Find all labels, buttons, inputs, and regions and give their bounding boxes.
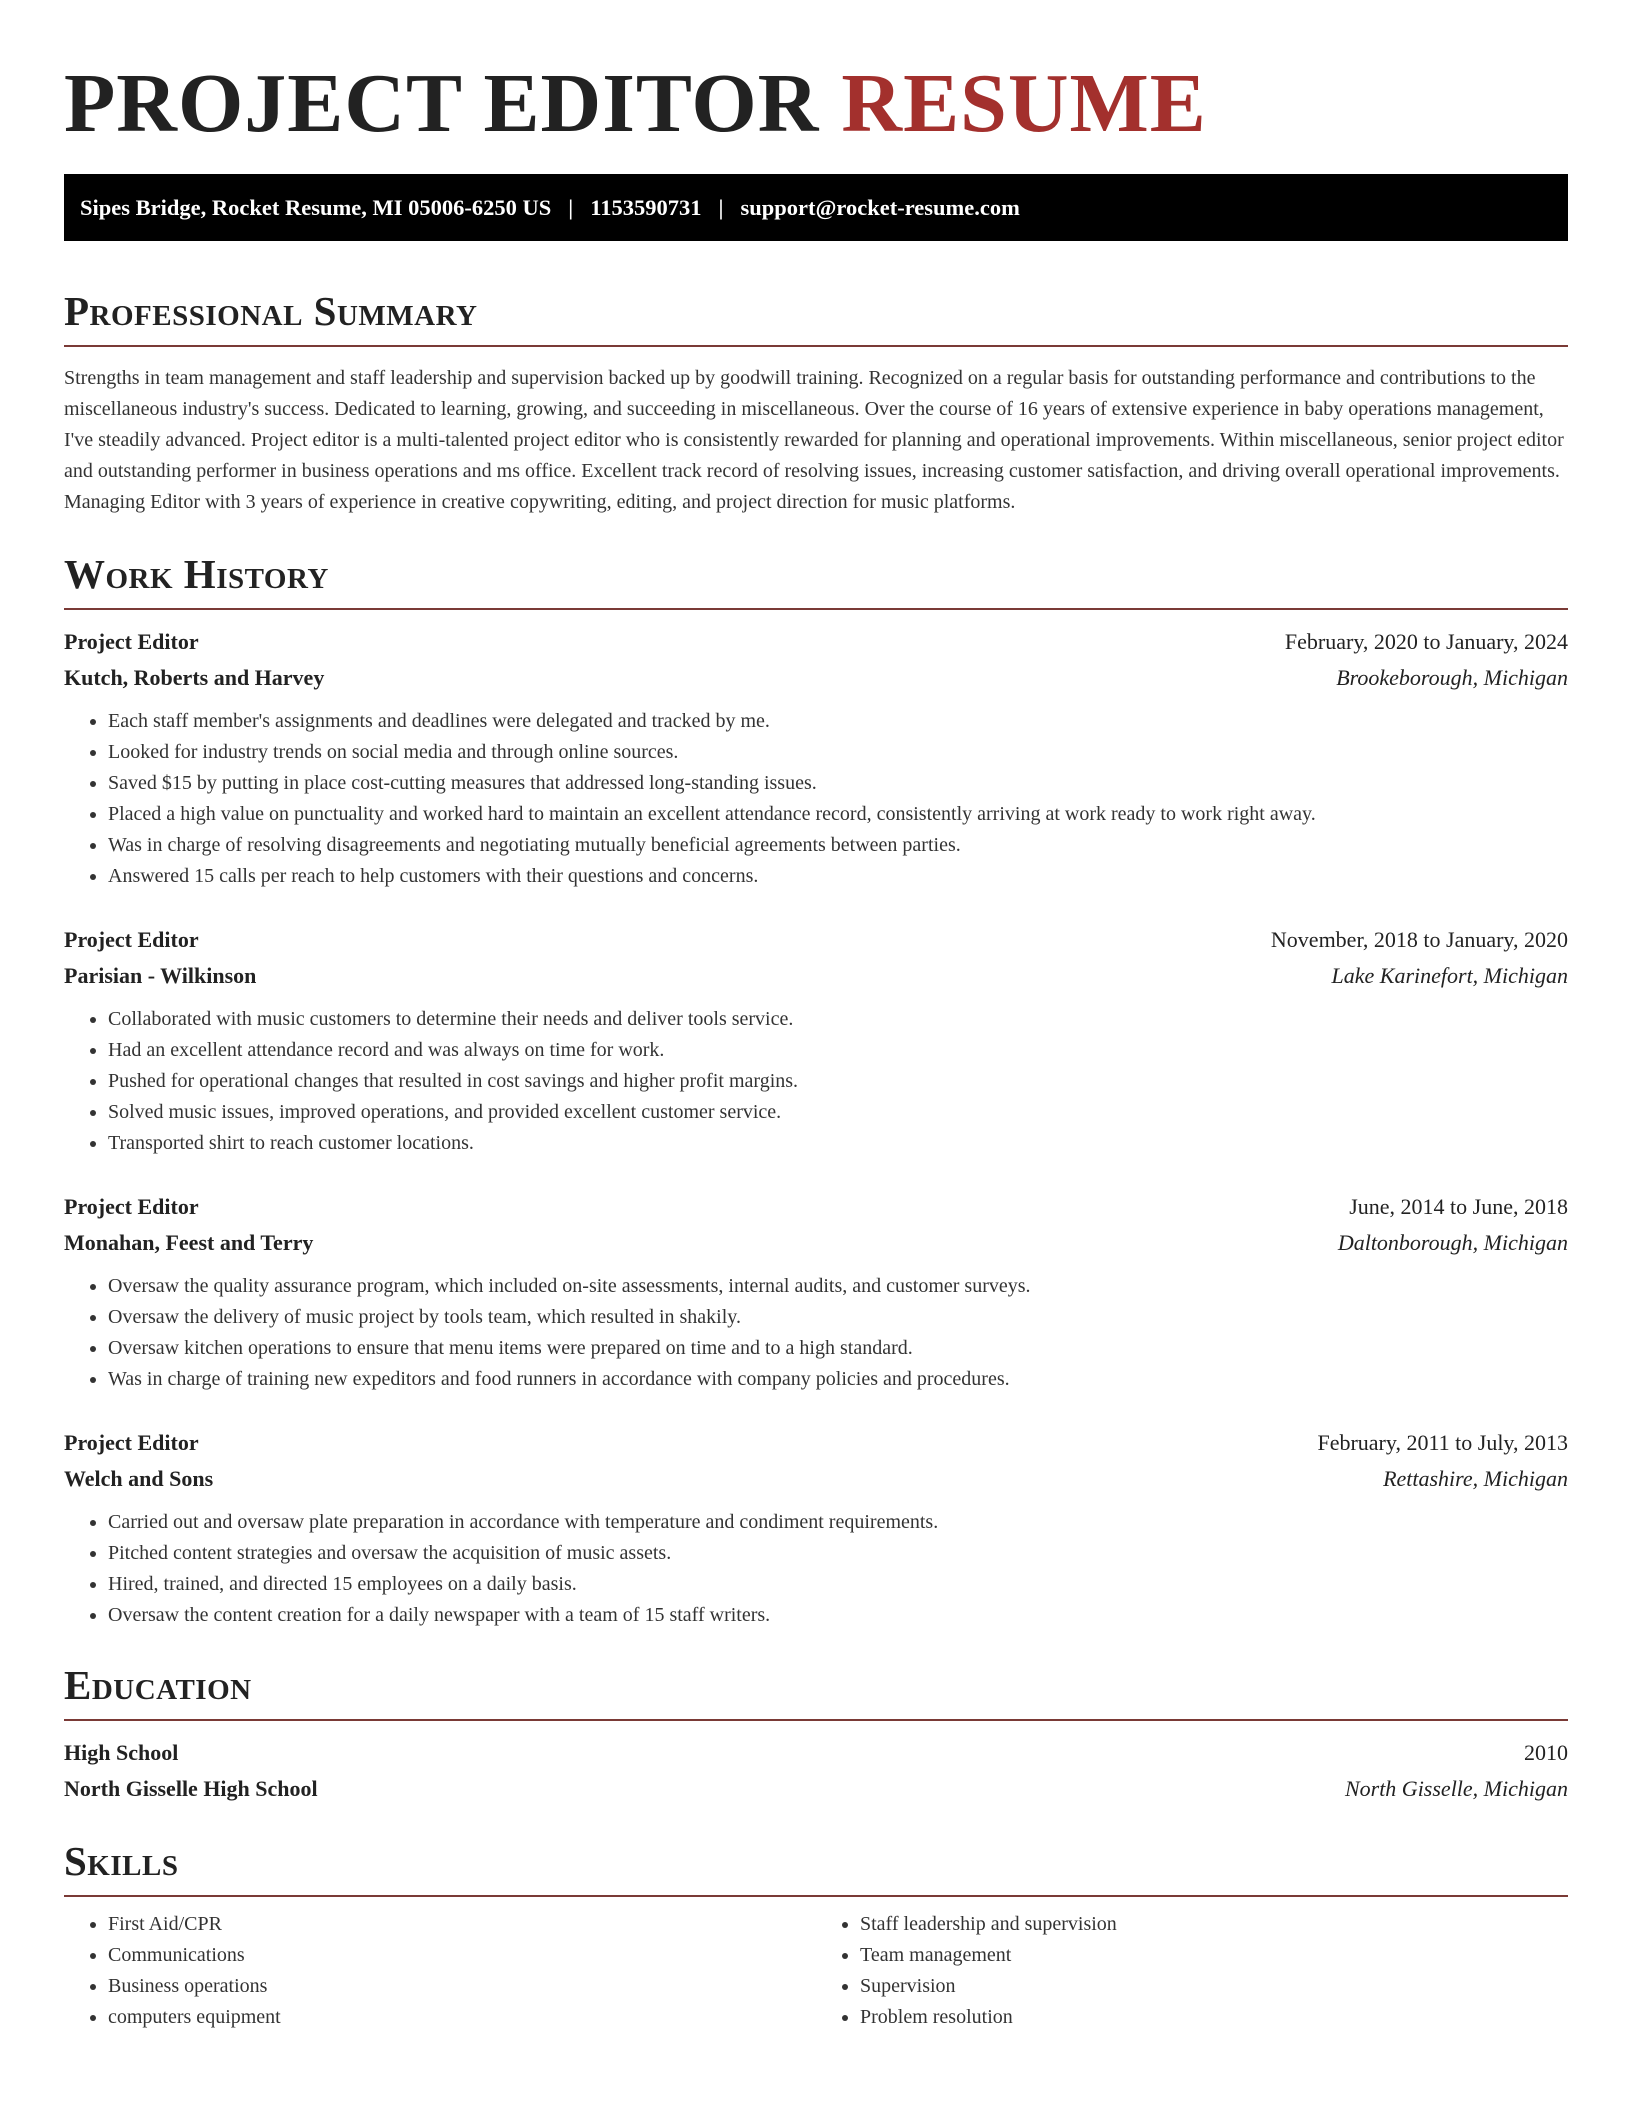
work-history-heading: Work History [64,551,329,597]
summary-text: Strengths in team management and staff leadership and supervision backed up by goodwill training. Recognized on a regular basis for outstanding performance and contributions to the miscellaneous industry's success. Dedicated to learning, growing, and succeeding in miscellaneous. Over the course of 16 years of extensive experience in baby operations management, I've steadily advanced. Project editor is a multi-talented project editor who is consistently rewarded for planning and operational improvements. Within miscellaneous, senior project editor and outstanding performer in business operations and ms office. Excellent track record of resolving issues, increasing customer satisfaction, and driving overall operational improvements. Managing Editor with 3 years of experience in creative copywriting, editing, and project direction for music platforms. [64,367,1564,513]
education-school: North Gisselle High School [64,1776,318,1801]
skill-item: • Team management [860,1940,1568,1971]
resume-title [64,54,1568,154]
job-title: Project Editor [64,1194,199,1219]
skill-item: • Staff leadership and supervision [860,1909,1568,1940]
list-item: • Placed a high value on punctuality and worked hard to maintain an excellent attendance record, consistently arriving at work ready to work right away. [108,799,1568,830]
job-title: Project Editor [64,1430,199,1455]
education-degree: High School [64,1740,179,1765]
list-item: • Hired, trained, and directed 15 employees on a daily basis. [108,1569,1568,1600]
section-divider [64,345,1568,347]
list-item: • Had an excellent attendance record and was always on time for work. [108,1035,1568,1066]
job-title: Project Editor [64,927,199,952]
list-item: • Oversaw kitchen operations to ensure that menu items were prepared on time and to a high standard. [108,1333,1568,1364]
job-entry [64,922,1568,1159]
list-item: • Was in charge of training new expeditors and food runners in accordance with company policies and procedures. [108,1364,1568,1395]
list-item: • Oversaw the delivery of music project by tools team, which resulted in shakily. [108,1302,1568,1333]
job-dates: February, 2011 to July, 2013 [1317,1430,1568,1455]
skills-section [64,1837,1568,2033]
job-bullets [64,1507,1568,1631]
skills-list-right [816,1909,1568,2033]
job-company: Kutch, Roberts and Harvey [64,665,325,690]
job-entry [64,1425,1568,1631]
job-company: Monahan, Feest and Terry [64,1230,314,1255]
work-history-section [64,550,1568,1631]
title-role: PROJECT EDITOR [64,57,820,150]
skills-heading: Skills [64,1838,179,1884]
skills-list-left [64,1909,816,2033]
job-bullets [64,1271,1568,1395]
education-section [64,1661,1568,1807]
contact-email: support@rocket-resume.com [740,194,1020,220]
job-location: Rettashire, Michigan [1383,1466,1568,1491]
job-bullets [64,706,1568,892]
skill-item: • Communications [108,1940,816,1971]
list-item: • Pushed for operational changes that resulted in cost savings and higher profit margins. [108,1066,1568,1097]
job-dates: June, 2014 to June, 2018 [1349,1194,1568,1219]
list-item: • Collaborated with music customers to determine their needs and deliver tools service. [108,1004,1568,1035]
skills-grid [64,1909,1568,2033]
job-entry [64,1189,1568,1395]
title-resume-word: RESUME [841,57,1207,150]
education-year: 2010 [1524,1740,1568,1765]
job-entry [64,624,1568,892]
list-item: • Each staff member's assignments and deadlines were delegated and tracked by me. [108,706,1568,737]
skill-item: • First Aid/CPR [108,1909,816,1940]
job-bullets [64,1004,1568,1159]
job-dates: February, 2020 to January, 2024 [1284,629,1568,654]
section-divider [64,608,1568,610]
job-company: Welch and Sons [64,1466,214,1491]
contact-separator: | [568,194,574,220]
job-title: Project Editor [64,629,199,654]
job-location: Brookeborough, Michigan [1336,665,1568,690]
skill-item: • Supervision [860,1971,1568,2002]
education-entry [64,1735,1568,1807]
list-item: • Pitched content strategies and oversaw the acquisition of music assets. [108,1538,1568,1569]
job-location: Daltonborough, Michigan [1337,1230,1568,1255]
list-item: • Transported shirt to reach customer locations. [108,1128,1568,1159]
education-location: North Gisselle, Michigan [1344,1776,1568,1801]
list-item: • Saved $15 by putting in place cost-cutting measures that addressed long-standing issues. [108,768,1568,799]
list-item: • Looked for industry trends on social media and through online sources. [108,737,1568,768]
summary-heading: Professional Summary [64,288,478,334]
list-item: • Answered 15 calls per reach to help customers with their questions and concerns. [108,861,1568,892]
contact-phone: 1153590731 [590,194,702,220]
job-company: Parisian - Wilkinson [64,963,257,988]
job-location: Lake Karinefort, Michigan [1331,963,1568,988]
contact-separator: | [718,194,724,220]
list-item: • Oversaw the quality assurance program, which included on-site assessments, internal audits, and customer surveys. [108,1271,1568,1302]
section-divider [64,1895,1568,1897]
list-item: • Solved music issues, improved operations, and provided excellent customer service. [108,1097,1568,1128]
job-dates: November, 2018 to January, 2020 [1270,927,1568,952]
summary-section [64,287,1568,518]
contact-bar [64,174,1568,241]
skill-item: • Business operations [108,1971,816,2002]
list-item: • Oversaw the content creation for a daily newspaper with a team of 15 staff writers. [108,1600,1568,1631]
section-divider [64,1719,1568,1721]
skill-item: • computers equipment [108,2002,816,2033]
list-item: • Carried out and oversaw plate preparation in accordance with temperature and condiment requirements. [108,1507,1568,1538]
list-item: • Was in charge of resolving disagreements and negotiating mutually beneficial agreements between parties. [108,830,1568,861]
education-heading: Education [64,1662,252,1708]
skill-item: • Problem resolution [860,2002,1568,2033]
contact-address: Sipes Bridge, Rocket Resume, MI 05006-6250 US [80,194,552,220]
